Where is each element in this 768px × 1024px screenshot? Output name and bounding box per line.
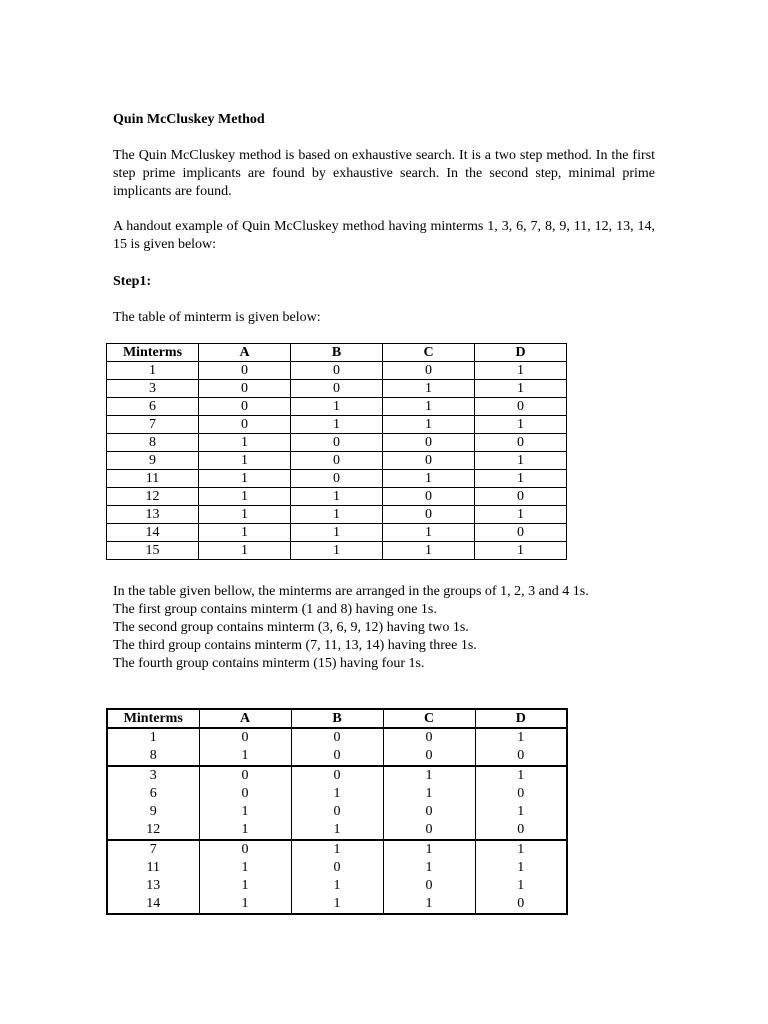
table-cell: 1 — [291, 506, 383, 524]
table-cell: 1 — [107, 728, 199, 747]
table-cell: 1 — [199, 877, 291, 895]
table-cell: 1 — [475, 380, 567, 398]
table-cell: 1 — [199, 859, 291, 877]
table-cell: 3 — [107, 380, 199, 398]
table-cell: 1 — [475, 766, 567, 785]
table-cell: 0 — [199, 840, 291, 859]
table-row — [107, 803, 567, 821]
table-cell: 0 — [475, 895, 567, 914]
table-cell: 1 — [383, 470, 475, 488]
table-cell: 0 — [383, 434, 475, 452]
table-cell: 1 — [475, 506, 567, 524]
table-cell: 11 — [107, 470, 199, 488]
table-cell: 1 — [475, 362, 567, 380]
table-row — [107, 747, 567, 766]
grouped-minterm-table — [106, 708, 568, 915]
table-cell: 0 — [291, 766, 383, 785]
table-cell: 7 — [107, 416, 199, 434]
grouping-paragraph — [113, 583, 673, 673]
header-minterms: Minterms — [107, 344, 199, 362]
grouping-line: In the table given bellow, the minterms are arranged in the groups of 1, 2, 3 and 4 1s. — [113, 584, 589, 599]
table-cell: 1 — [291, 785, 383, 803]
table-cell: 1 — [383, 416, 475, 434]
table-cell: 0 — [475, 821, 567, 840]
table-cell: 1 — [291, 895, 383, 914]
table-row — [107, 524, 567, 542]
table-cell: 1 — [475, 452, 567, 470]
table-cell: 0 — [199, 766, 291, 785]
table-cell: 0 — [291, 803, 383, 821]
table-cell: 1 — [475, 728, 567, 747]
table-cell: 1 — [475, 877, 567, 895]
table-row — [107, 877, 567, 895]
table-cell: 0 — [383, 488, 475, 506]
header-d: D — [475, 344, 567, 362]
table-cell: 0 — [383, 803, 475, 821]
table-cell: 1 — [383, 542, 475, 560]
step1-heading: Step1: — [113, 274, 152, 289]
table-row — [107, 416, 567, 434]
document-body — [113, 111, 655, 344]
table-cell: 1 — [383, 840, 475, 859]
table-cell: 0 — [475, 434, 567, 452]
table-row — [107, 859, 567, 877]
header-minterms: Minterms — [107, 709, 199, 728]
table-cell: 0 — [199, 398, 291, 416]
table-cell: 1 — [199, 434, 291, 452]
table-cell: 1 — [383, 859, 475, 877]
table-cell: 1 — [199, 821, 291, 840]
grouping-line: The second group contains minterm (3, 6, 9, 12) having two 1s. — [113, 620, 469, 635]
table-cell: 1 — [475, 840, 567, 859]
table-cell: 8 — [107, 747, 199, 766]
table-cell: 1 — [107, 362, 199, 380]
minterm-table — [106, 343, 567, 560]
minterm-group — [107, 728, 567, 766]
header-d: D — [475, 709, 567, 728]
table-cell: 0 — [475, 785, 567, 803]
table-header-row — [107, 344, 567, 362]
table-cell: 1 — [383, 398, 475, 416]
table-cell: 0 — [291, 470, 383, 488]
table-cell: 6 — [107, 398, 199, 416]
table-cell: 0 — [291, 747, 383, 766]
table-cell: 0 — [475, 488, 567, 506]
table-cell: 0 — [291, 452, 383, 470]
table-row — [107, 434, 567, 452]
table-cell: 0 — [291, 380, 383, 398]
table-row — [107, 785, 567, 803]
table-row — [107, 766, 567, 785]
header-a: A — [199, 709, 291, 728]
table-cell: 9 — [107, 803, 199, 821]
table-cell: 13 — [107, 877, 199, 895]
table-cell: 12 — [107, 821, 199, 840]
table-row — [107, 380, 567, 398]
table-cell: 0 — [383, 362, 475, 380]
header-b: B — [291, 709, 383, 728]
intro-paragraph: The Quin McCluskey method is based on exhaustive search. It is a two step method. In the first step prime implicants are found by exhaustive search. In the second step, minimal prime implicants are found. — [113, 148, 655, 199]
table-cell: 1 — [475, 470, 567, 488]
table-cell: 14 — [107, 895, 199, 914]
table-cell: 6 — [107, 785, 199, 803]
table-row — [107, 840, 567, 859]
table-cell: 1 — [199, 524, 291, 542]
table-cell: 1 — [475, 416, 567, 434]
table-cell: 0 — [199, 416, 291, 434]
table-cell: 1 — [199, 452, 291, 470]
minterm-group — [107, 766, 567, 840]
table-row — [107, 362, 567, 380]
table-cell: 0 — [291, 859, 383, 877]
table-cell: 0 — [383, 877, 475, 895]
table-cell: 0 — [291, 728, 383, 747]
table-cell: 1 — [199, 470, 291, 488]
grouping-line: The third group contains minterm (7, 11, 13, 14) having three 1s. — [113, 638, 477, 653]
table-cell: 1 — [291, 877, 383, 895]
table-cell: 1 — [475, 803, 567, 821]
header-c: C — [383, 709, 475, 728]
table-cell: 1 — [199, 542, 291, 560]
header-a: A — [199, 344, 291, 362]
table-cell: 13 — [107, 506, 199, 524]
table-cell: 1 — [291, 398, 383, 416]
table-cell: 1 — [383, 895, 475, 914]
table-cell: 1 — [475, 542, 567, 560]
grouping-line: The fourth group contains minterm (15) having four 1s. — [113, 656, 425, 671]
table-cell: 1 — [199, 747, 291, 766]
table-cell: 0 — [199, 362, 291, 380]
table-cell: 1 — [475, 859, 567, 877]
table-cell: 11 — [107, 859, 199, 877]
header-c: C — [383, 344, 475, 362]
table-intro: The table of minterm is given below: — [113, 310, 321, 325]
table-cell: 0 — [383, 728, 475, 747]
table-cell: 1 — [291, 488, 383, 506]
table-cell: 1 — [383, 766, 475, 785]
table-row — [107, 895, 567, 914]
table-cell: 0 — [199, 785, 291, 803]
table-cell: 1 — [291, 524, 383, 542]
table-cell: 1 — [199, 895, 291, 914]
table-header-row — [107, 709, 567, 728]
example-paragraph: A handout example of Quin McCluskey method having minterms 1, 3, 6, 7, 8, 9, 11, 12, 13, 14, 15 is given below: — [113, 219, 655, 252]
table-cell: 1 — [383, 785, 475, 803]
table-cell: 7 — [107, 840, 199, 859]
table-cell: 0 — [383, 506, 475, 524]
header-b: B — [291, 344, 383, 362]
table-cell: 0 — [475, 747, 567, 766]
grouping-line: The first group contains minterm (1 and 8) having one 1s. — [113, 602, 437, 617]
document-title: Quin McCluskey Method — [113, 112, 265, 127]
table-cell: 15 — [107, 542, 199, 560]
table-cell: 9 — [107, 452, 199, 470]
minterm-table-body — [107, 362, 567, 560]
table-cell: 1 — [291, 542, 383, 560]
table-cell: 8 — [107, 434, 199, 452]
table-cell: 1 — [291, 416, 383, 434]
table-cell: 0 — [383, 452, 475, 470]
table-cell: 0 — [383, 821, 475, 840]
table-cell: 0 — [475, 524, 567, 542]
table-cell: 1 — [199, 803, 291, 821]
table-cell: 1 — [383, 524, 475, 542]
table-cell: 1 — [199, 488, 291, 506]
table-row — [107, 728, 567, 747]
table-row — [107, 821, 567, 840]
table-cell: 1 — [199, 506, 291, 524]
table-cell: 0 — [383, 747, 475, 766]
table-cell: 14 — [107, 524, 199, 542]
table-row — [107, 506, 567, 524]
table-cell: 3 — [107, 766, 199, 785]
table-cell: 1 — [291, 840, 383, 859]
table-cell: 0 — [291, 434, 383, 452]
table-cell: 0 — [199, 728, 291, 747]
table-row — [107, 488, 567, 506]
table-cell: 0 — [291, 362, 383, 380]
table-cell: 1 — [291, 821, 383, 840]
table-cell: 0 — [475, 398, 567, 416]
table-cell: 0 — [199, 380, 291, 398]
table-cell: 1 — [383, 380, 475, 398]
table-row — [107, 398, 567, 416]
table-cell: 12 — [107, 488, 199, 506]
table-row — [107, 452, 567, 470]
table-row — [107, 470, 567, 488]
minterm-group — [107, 840, 567, 914]
table-row — [107, 542, 567, 560]
